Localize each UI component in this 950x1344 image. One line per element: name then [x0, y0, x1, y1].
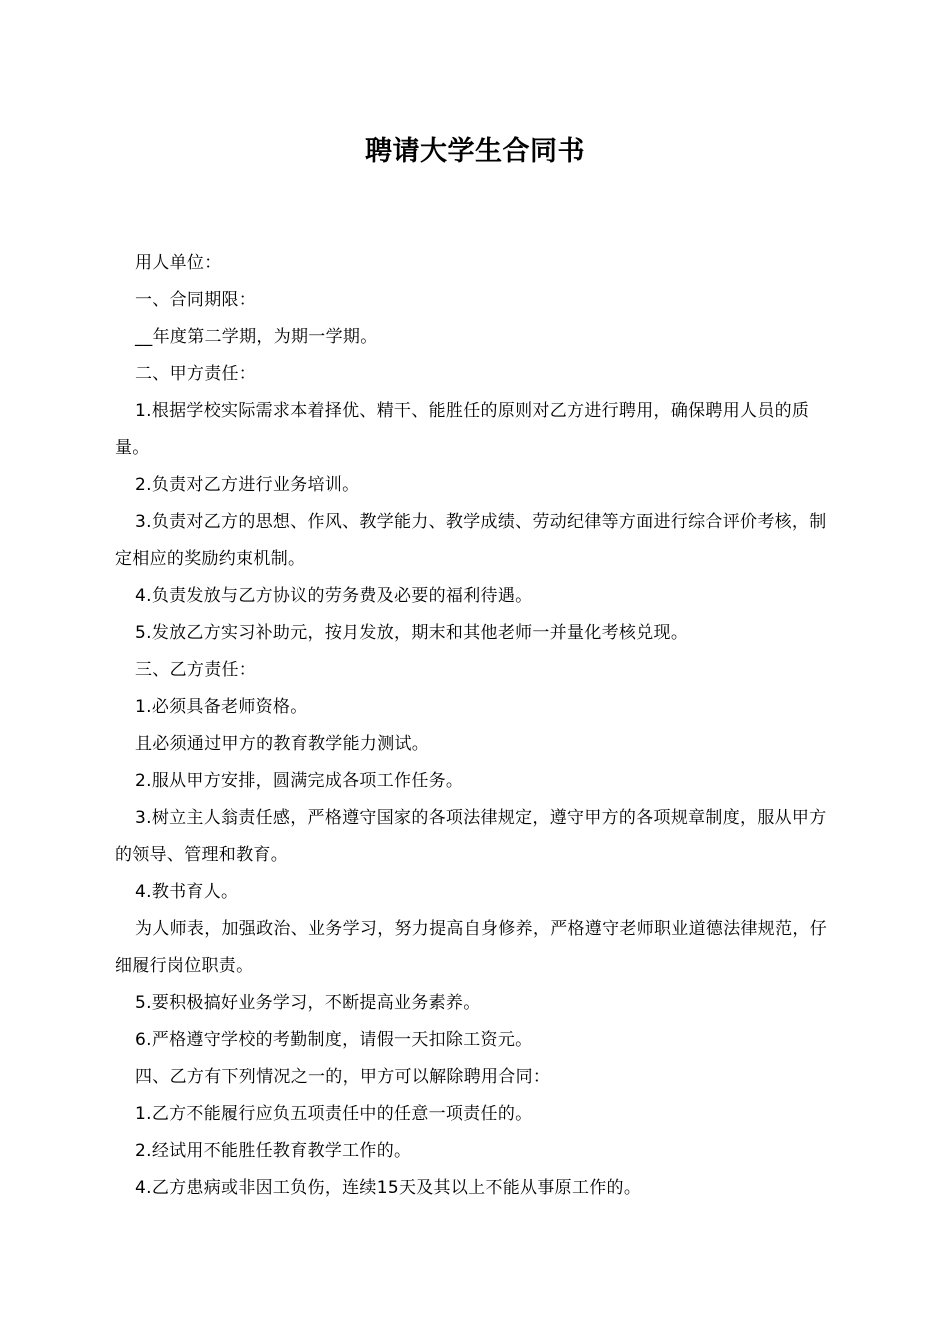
document-body [115, 245, 840, 1207]
section-heading-party-b: 三、乙方责任： [135, 660, 257, 680]
paragraph: 4.乙方患病或非因工负伤，连续15天及其以上不能从事原工作的。 [135, 1178, 642, 1198]
paragraph: __年度第二学期，为期一学期。 [135, 327, 378, 347]
paragraph: 2.服从甲方安排，圆满完成各项工作任务。 [135, 771, 464, 791]
section-heading-term: 一、合同期限： [135, 290, 257, 310]
paragraph: 且必须通过甲方的教育教学能力测试。 [135, 734, 430, 754]
paragraph: 5.要积极搞好业务学习，不断提高业务素养。 [135, 993, 481, 1013]
paragraph: 为人师表，加强政治、业务学习，努力提高自身修养，严格遵守老师职业道德法律规范，仔细履行岗位职责。 [115, 919, 827, 976]
paragraph: 3.树立主人翁责任感，严格遵守国家的各项法律规定，遵守甲方的各项规章制度，服从甲方的领导、管理和教育。 [115, 808, 827, 865]
paragraph: 6.严格遵守学校的考勤制度，请假一天扣除工资元。 [135, 1030, 533, 1050]
paragraph: 1.根据学校实际需求本着择优、精干、能胜任的原则对乙方进行聘用，确保聘用人员的质量。 [115, 401, 810, 458]
paragraph-employer: 用人单位： [135, 253, 222, 273]
paragraph: 1.必须具备老师资格。 [135, 697, 308, 717]
paragraph: 2.负责对乙方进行业务培训。 [135, 475, 360, 495]
paragraph: 2.经试用不能胜任教育教学工作的。 [135, 1141, 412, 1161]
paragraph: 3.负责对乙方的思想、作风、教学能力、教学成绩、劳动纪律等方面进行综合评价考核，制定相应的奖励约束机制。 [115, 512, 827, 569]
paragraph: 5.发放乙方实习补助元，按月发放，期末和其他老师一并量化考核兑现。 [135, 623, 689, 643]
document-title: 聘请大学生合同书 [365, 136, 585, 167]
paragraph: 4.负责发放与乙方协议的劳务费及必要的福利待遇。 [135, 586, 533, 606]
paragraph: 4.教书育人。 [135, 882, 239, 902]
section-heading-party-a: 二、甲方责任： [135, 364, 257, 384]
paragraph: 1.乙方不能履行应负五项责任中的任意一项责任的。 [135, 1104, 533, 1124]
section-heading-termination: 四、乙方有下列情况之一的，甲方可以解除聘用合同： [135, 1067, 551, 1087]
